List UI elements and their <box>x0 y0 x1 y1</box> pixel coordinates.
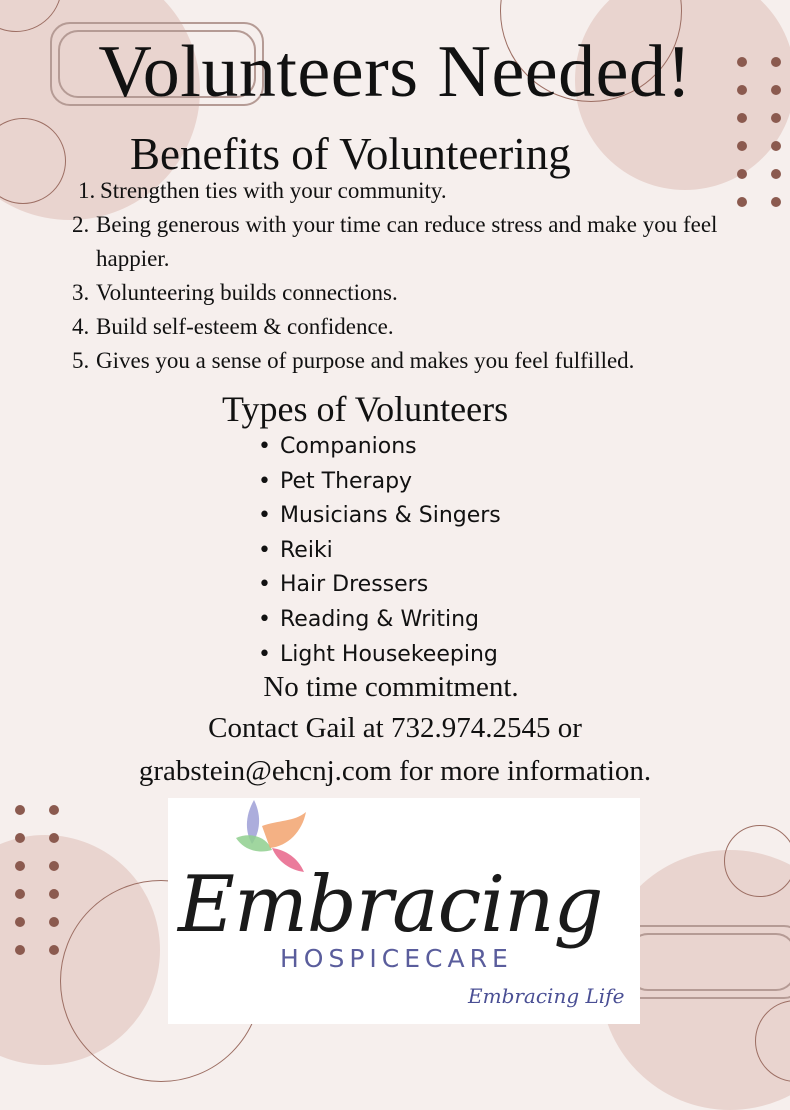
decor-ring-bottom-right <box>724 825 790 897</box>
logo-wordmark: Embracing <box>178 860 603 950</box>
contact-line-2: grabstein@ehcnj.com for more information. <box>138 755 652 787</box>
benefit-item: 3. Volunteering builds connections. <box>72 280 398 305</box>
list-item: • Light Housekeeping <box>258 638 501 673</box>
list-item: • Musicians & Singers <box>258 499 501 534</box>
logo-tagline: Embracing Life <box>468 984 625 1008</box>
list-item: • Reiki <box>258 534 501 569</box>
benefit-item: 5. Gives you a sense of purpose and makes you feel fulfilled. <box>72 348 635 373</box>
logo <box>168 798 640 1024</box>
page-title: Volunteers Needed! <box>98 31 692 113</box>
list-item: • Reading & Writing <box>258 603 501 638</box>
benefits-list <box>72 174 762 378</box>
benefit-item: 4. Build self-esteem & confidence. <box>72 314 394 339</box>
types-list <box>258 430 501 672</box>
decor-stripes-bottom-inner <box>628 933 790 991</box>
benefit-item: 2. Being generous with your time can reduce stress and make you feel happier. <box>72 212 718 271</box>
list-item: • Companions <box>258 430 501 465</box>
benefits-heading: Benefits of Volunteering <box>130 129 571 179</box>
benefit-item: 1. Strengthen ties with your community. <box>78 178 447 203</box>
types-heading: Types of Volunteers <box>222 389 509 429</box>
list-item: • Pet Therapy <box>258 465 501 500</box>
contact-line-1: Contact Gail at 732.974.2545 or <box>208 712 582 744</box>
commitment-text: No time commitment. <box>263 671 519 703</box>
list-item: • Hair Dressers <box>258 568 501 603</box>
decor-dots-bottom-left <box>15 805 59 955</box>
logo-subtitle: HOSPICECARE <box>280 944 513 973</box>
